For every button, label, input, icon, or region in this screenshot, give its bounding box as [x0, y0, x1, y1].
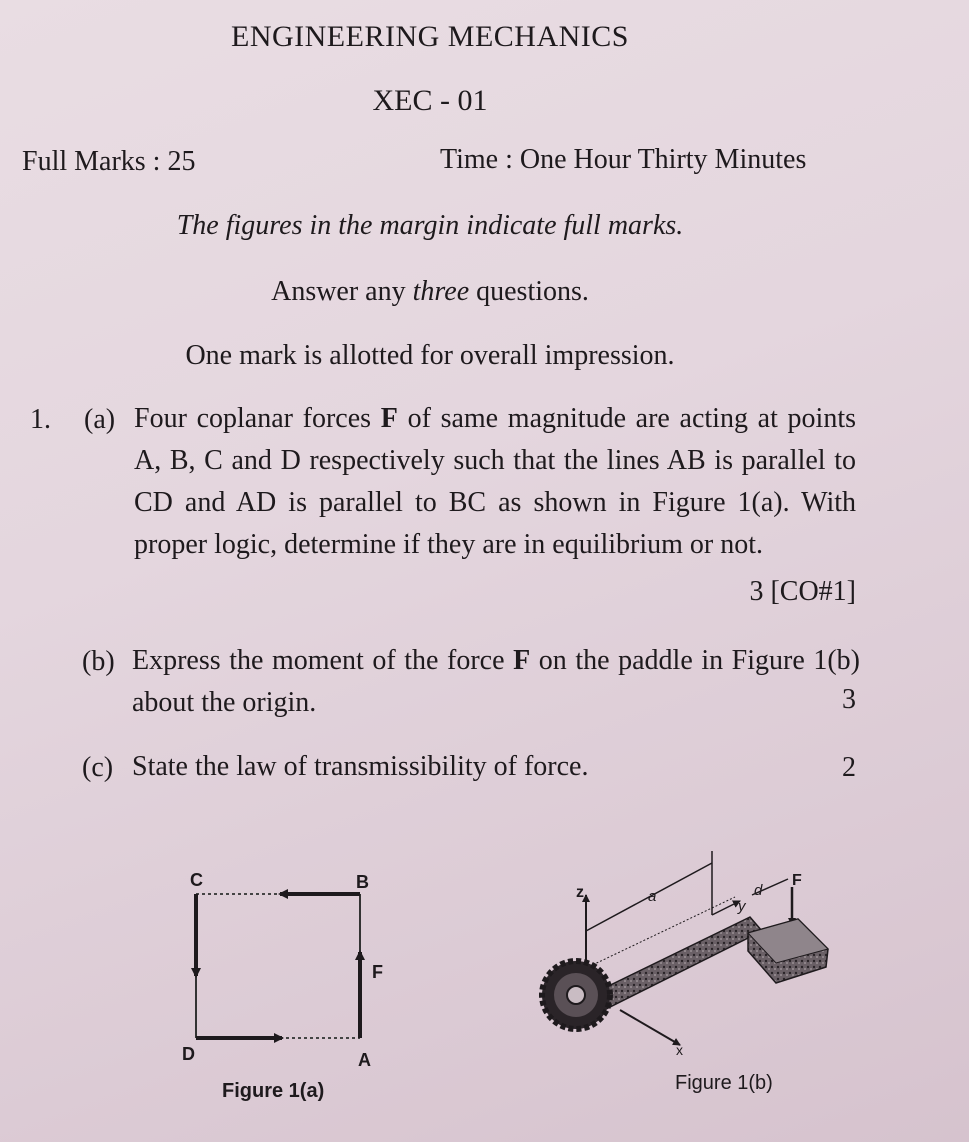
x-axis — [620, 1010, 680, 1045]
y-axis — [712, 901, 740, 915]
full-marks: Full Marks : 25 — [22, 146, 196, 177]
part-a-text-2: of same magnitude are acting at points A, B, C and D respectively such that the lines AB is parallel to CD and AD is parallel to BC as shown in Figure 1(a). With proper logic, determine if they are in equilibrium or not. — [134, 403, 857, 560]
x-axis-label: x — [676, 1042, 683, 1058]
force-f-label: F — [372, 962, 383, 982]
point-a-label: A — [358, 1050, 371, 1070]
gear — [542, 961, 610, 1029]
point-b-label: B — [356, 872, 369, 892]
exam-time: Time : One Hour Thirty Minutes — [440, 144, 807, 175]
instruction-impression: One mark is allotted for overall impression. — [185, 340, 675, 371]
dimension-d-label: d — [754, 882, 763, 899]
paddle-shaft — [590, 917, 762, 1011]
paper-title: ENGINEERING MECHANICS — [231, 20, 629, 53]
part-b-text — [132, 640, 860, 724]
instruction-emphasis: three — [412, 276, 470, 307]
shaft-axis-line — [582, 897, 735, 970]
part-c-text: State the law of transmissibility of force. — [132, 751, 589, 782]
instruction-margin-marks: The figures in the margin indicate full marks. — [176, 210, 684, 241]
part-a-text — [134, 398, 856, 566]
part-b-marks: 3 — [842, 684, 856, 715]
question-number: 1. — [30, 404, 51, 435]
point-d-label: D — [182, 1044, 195, 1064]
figure-1b — [530, 845, 850, 1060]
instruction-text: questions. — [469, 276, 589, 307]
part-b-text-1: Express the moment of the force — [132, 645, 514, 676]
instruction-answer-any — [0, 276, 860, 308]
part-a-text-1: Four coplanar forces — [134, 403, 381, 434]
force-symbol: F — [513, 645, 531, 676]
paper-code: XEC - 01 — [372, 84, 488, 117]
dimension-a-label: a — [648, 888, 657, 905]
figure-1b-caption: Figure 1(b) — [675, 1072, 773, 1094]
part-a-marks: 3 [CO#1] — [749, 576, 856, 607]
part-c-marks: 2 — [842, 752, 856, 783]
part-b-label: (b) — [82, 646, 115, 677]
force-symbol: F — [380, 403, 398, 434]
force-f-label: F — [792, 872, 802, 889]
point-c-label: C — [190, 870, 203, 890]
instruction-text: Answer any — [271, 276, 413, 307]
figure-1a-caption: Figure 1(a) — [222, 1080, 325, 1102]
part-b-text-2: on the paddle in Figure 1(b) about the origin. — [132, 645, 861, 718]
figure-1a — [170, 860, 410, 1080]
y-axis-label: y — [738, 898, 746, 915]
z-axis-label: z — [576, 884, 584, 901]
part-c-label: (c) — [82, 752, 114, 783]
part-a-label: (a) — [84, 404, 116, 435]
